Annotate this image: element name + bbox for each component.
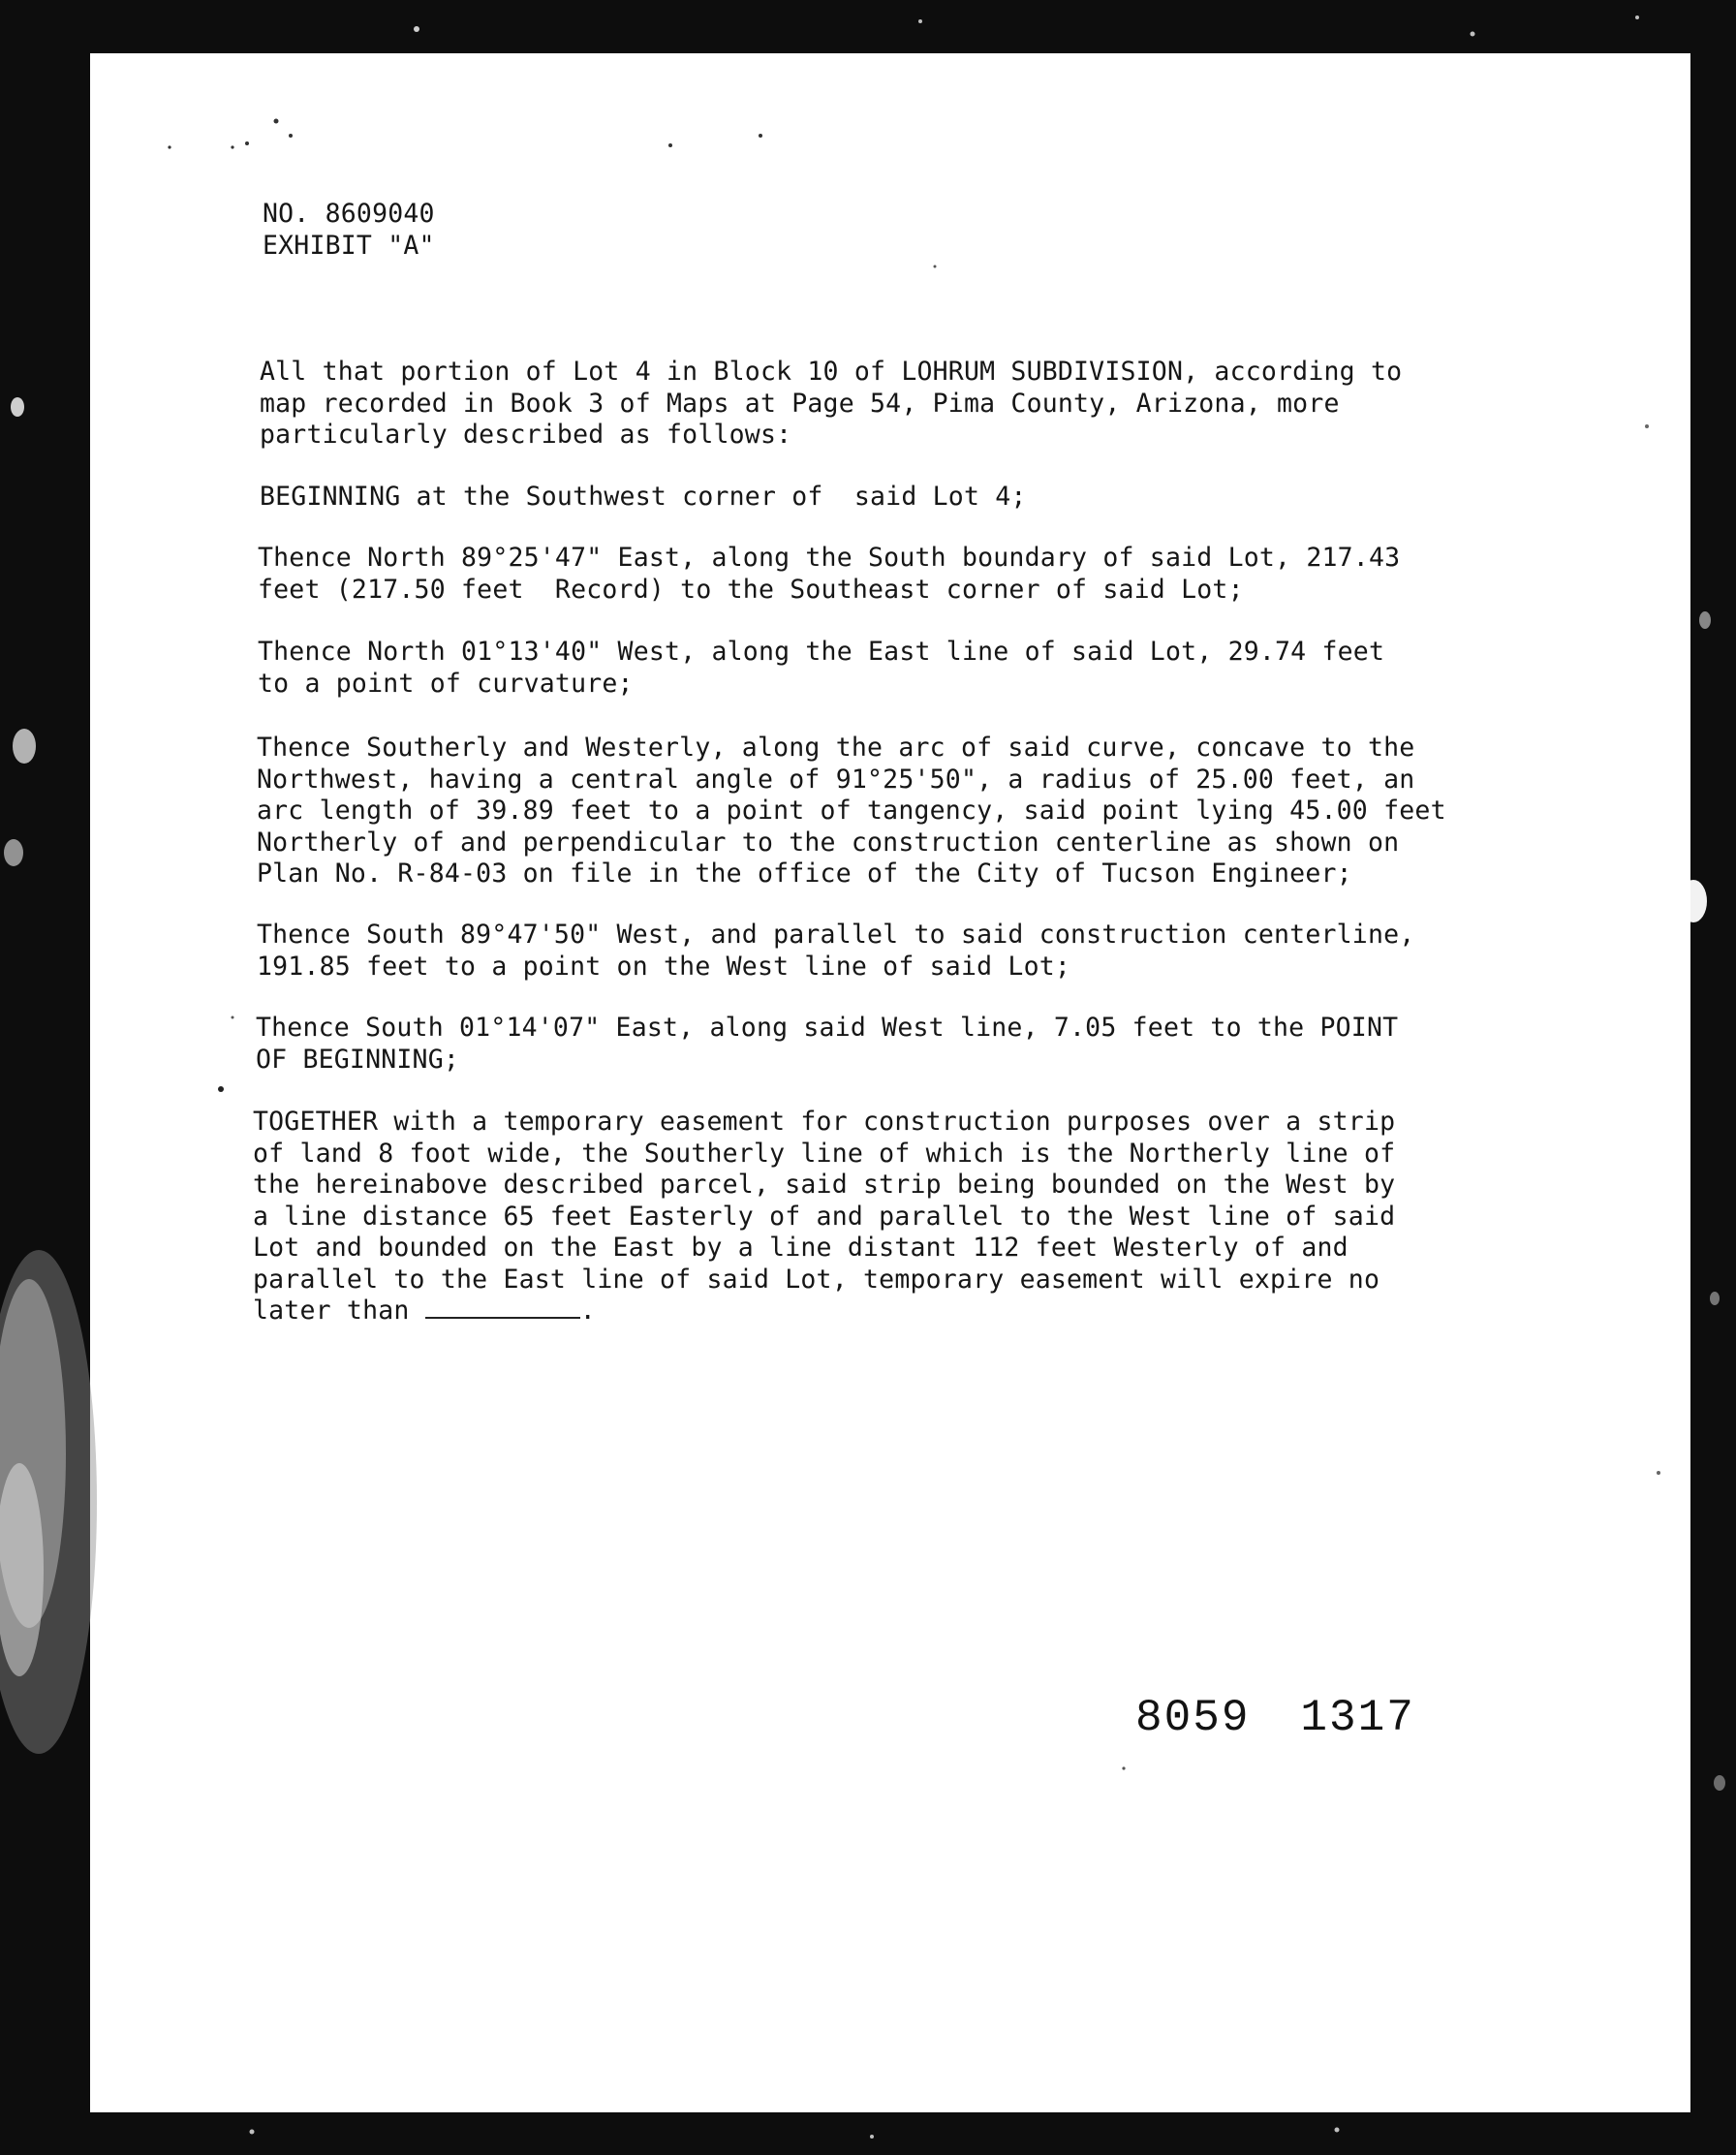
paragraph-lot-description: [260, 357, 1402, 452]
book-number: 8059: [1135, 1693, 1251, 1743]
text-line: Thence Southerly and Westerly, along the arc of said curve, concave to the: [257, 733, 1415, 763]
text-line: Northerly of and perpendicular to the construction centerline as shown on: [257, 827, 1400, 858]
text-line: OF BEGINNING;: [256, 1044, 460, 1075]
text-line: Thence South 01°14'07" East, along said West line, 7.05 feet to the POINT: [256, 1013, 1399, 1043]
text-line: TOGETHER with a temporary easement for construction purposes over a strip: [253, 1107, 1396, 1137]
text-fragment: later than: [253, 1296, 410, 1326]
document-header: [263, 199, 435, 262]
exhibit-title: EXHIBIT "A": [263, 230, 435, 261]
text-line: parallel to the East line of said Lot, temporary easement will expire no: [253, 1264, 1380, 1295]
text-line: Thence North 01°13'40" West, along the East line of said Lot, 29.74 feet: [258, 637, 1385, 667]
text-line: Thence North 89°25'47" East, along the South boundary of said Lot, 217.43: [258, 543, 1401, 573]
paragraph-thence-north-west: [258, 637, 1384, 700]
text-line: BEGINNING at the Southwest corner of said Lot 4;: [260, 482, 1027, 512]
paragraph-arc-description: [257, 733, 1446, 890]
text-line: map recorded in Book 3 of Maps at Page 54, Pima County, Arizona, more: [260, 388, 1340, 419]
text-line: All that portion of Lot 4 in Block 10 of LOHRUM SUBDIVISION, according to: [260, 357, 1403, 387]
text-line: Thence South 89°47'50" West, and parallel to said construction centerline,: [257, 920, 1415, 950]
text-line: to a point of curvature;: [258, 668, 634, 699]
page-number: 1317: [1300, 1693, 1415, 1743]
paragraph-thence-south-west: [257, 920, 1414, 983]
paragraph-beginning: [260, 482, 1027, 514]
recording-page-numbers: [1135, 1693, 1415, 1743]
paragraph-thence-south-east: [256, 1013, 1398, 1076]
document-number: NO. 8609040: [263, 199, 435, 229]
blank-date-line: [425, 1297, 580, 1319]
text-line: 191.85 feet to a point on the West line of said Lot;: [257, 951, 1071, 982]
paragraph-temporary-easement: [253, 1107, 1395, 1327]
sentence-end: .: [579, 1296, 596, 1326]
text-line: of land 8 foot wide, the Southerly line of which is the Northerly line of: [253, 1138, 1396, 1169]
text-line: a line distance 65 feet Easterly of and parallel to the West line of said: [253, 1201, 1396, 1232]
text-line: Plan No. R-84-03 on file in the office of the City of Tucson Engineer;: [257, 859, 1352, 889]
text-line: Lot and bounded on the East by a line distant 112 feet Westerly of and: [253, 1233, 1348, 1263]
text-line-last: [253, 1296, 1395, 1327]
text-line: particularly described as follows:: [260, 420, 792, 450]
text-line: arc length of 39.89 feet to a point of tangency, said point lying 45.00 feet: [257, 796, 1446, 826]
text-line: feet (217.50 feet Record) to the Southeast corner of said Lot;: [258, 574, 1244, 605]
paragraph-thence-north-east: [258, 543, 1400, 606]
text-line: Northwest, having a central angle of 91°25'50", a radius of 25.00 feet, an: [257, 764, 1415, 795]
text-line: the hereinabove described parcel, said strip being bounded on the West by: [253, 1170, 1396, 1200]
